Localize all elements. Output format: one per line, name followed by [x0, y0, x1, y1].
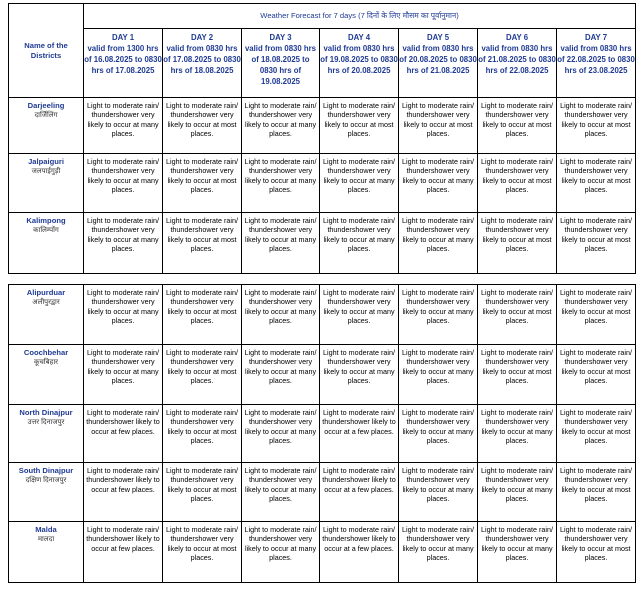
forecast-cell: Light to moderate rain/ thundershower very likely to occur at many places. [478, 463, 557, 522]
table-row [9, 98, 636, 154]
forecast-cell: Light to moderate rain/ thundershower very likely to occur at many places. [242, 345, 320, 405]
forecast-cell: Light to moderate rain/ thundershower very likely to occur at many places. [399, 522, 478, 583]
forecast-cell: Light to moderate rain/ thundershower very likely to occur at most places. [557, 345, 636, 405]
district-name: Kalimpong [26, 216, 66, 225]
forecast-cell: Light to moderate rain/ thundershower very likely to occur at many places. [242, 154, 320, 213]
day-label: DAY 4 [347, 33, 371, 42]
district-name-hindi: जलपाईगुड़ी [31, 168, 61, 175]
forecast-cell: Light to moderate rain/ thundershower very likely to occur at most places. [478, 98, 557, 154]
forecast-cell: Light to moderate rain/ thundershower likely to occur at a few places. [320, 522, 399, 583]
day-label: DAY 1 [111, 33, 135, 42]
district-name-hindi: अलीपुरद्वार [32, 299, 60, 306]
district-name: Alipurduar [26, 288, 66, 297]
table-row [9, 154, 636, 213]
forecast-cell: Light to moderate rain/ thundershower very likely to occur at many places. [320, 213, 399, 274]
day-label: DAY 6 [505, 33, 529, 42]
forecast-cell: Light to moderate rain/ thundershower very likely to occur at many places. [84, 154, 163, 213]
district-name-hindi: कालिम्पोंग [33, 227, 59, 234]
forecast-cell: Light to moderate rain/ thundershower very likely to occur at many places. [399, 405, 478, 463]
forecast-cell: Light to moderate rain/ thundershower likely to occur at few places. [84, 463, 163, 522]
district-name-hindi: उत्तर दिनाजपुर [27, 419, 65, 426]
forecast-cell: Light to moderate rain/ thundershower very likely to occur at most places. [163, 98, 242, 154]
forecast-cell: Light to moderate rain/ thundershower very likely to occur at most places. [478, 285, 557, 345]
forecast-cell: Light to moderate rain/ thundershower very likely to occur at most places. [557, 98, 636, 154]
forecast-cell: Light to moderate rain/ thundershower very likely to occur at most places. [163, 154, 242, 213]
day-label: DAY 3 [269, 33, 292, 42]
day-label: DAY 7 [584, 33, 608, 42]
day-header [242, 29, 320, 98]
districts-header: Name of the Districts [9, 4, 84, 98]
district-cell [9, 154, 84, 213]
day-validity: valid from 0830 hrs of 22.08.2025 to 0830 hrs of 23.08.2025 [557, 44, 635, 75]
forecast-cell: Light to moderate rain/ thundershower very likely to occur at most places. [557, 285, 636, 345]
forecast-cell: Light to moderate rain/ thundershower very likely to occur at most places. [399, 98, 478, 154]
forecast-cell: Light to moderate rain/ thundershower likely to occur at a few places. [320, 405, 399, 463]
forecast-cell: Light to moderate rain/ thundershower very likely to occur at most places. [557, 405, 636, 463]
district-cell [9, 213, 84, 274]
forecast-cell: Light to moderate rain/ thundershower very likely to occur at many places. [242, 463, 320, 522]
table-row [9, 405, 636, 463]
district-cell [9, 522, 84, 583]
day-header-row [9, 29, 636, 98]
forecast-cell: Light to moderate rain/ thundershower likely to occur at a few places. [320, 463, 399, 522]
forecast-table-bottom [8, 284, 636, 583]
forecast-cell: Light to moderate rain/ thundershower very likely to occur at many places. [242, 285, 320, 345]
forecast-cell: Light to moderate rain/ thundershower very likely to occur at many places. [84, 213, 163, 274]
forecast-cell: Light to moderate rain/ thundershower very likely to occur at most places. [557, 522, 636, 583]
forecast-cell: Light to moderate rain/ thundershower very likely to occur at many places. [399, 345, 478, 405]
district-cell [9, 98, 84, 154]
forecast-cell: Light to moderate rain/ thundershower very likely to occur at many places. [399, 154, 478, 213]
day-validity: valid from 0830 hrs of 21.08.2025 to 0830 hrs of 22.08.2025 [478, 44, 556, 75]
day-label: DAY 5 [426, 33, 450, 42]
forecast-table-top [8, 3, 636, 274]
table-row [9, 285, 636, 345]
forecast-cell: Light to moderate rain/ thundershower very likely to occur at many places. [242, 522, 320, 583]
table-row [9, 345, 636, 405]
forecast-cell: Light to moderate rain/ thundershower very likely to occur at many places. [84, 98, 163, 154]
district-cell [9, 345, 84, 405]
forecast-cell: Light to moderate rain/ thundershower very likely to occur at many places. [478, 405, 557, 463]
table-row [9, 463, 636, 522]
forecast-cell: Light to moderate rain/ thundershower very likely to occur at many places. [84, 345, 163, 405]
day-header [163, 29, 242, 98]
day-header [478, 29, 557, 98]
table-row [9, 213, 636, 274]
forecast-cell: Light to moderate rain/ thundershower very likely to occur at most places. [478, 213, 557, 274]
forecast-cell: Light to moderate rain/ thundershower very likely to occur at many places. [320, 345, 399, 405]
day-header [399, 29, 478, 98]
district-cell [9, 285, 84, 345]
day-validity: valid from 1300 hrs of 16.08.2025 to 0830 hrs of 17.08.2025 [84, 44, 162, 75]
forecast-cell: Light to moderate rain/ thundershower likely to occur at few places. [84, 522, 163, 583]
day-validity: valid from 0830 hrs of 20.08.2025 to 0830 hrs of 21.08.2025 [399, 44, 477, 75]
forecast-cell: Light to moderate rain/ thundershower very likely to occur at most places. [557, 154, 636, 213]
district-cell [9, 405, 84, 463]
district-name: South Dinajpur [18, 466, 74, 475]
day-header [557, 29, 636, 98]
forecast-cell: Light to moderate rain/ thundershower very likely to occur at many places. [320, 285, 399, 345]
forecast-cell: Light to moderate rain/ thundershower very likely to occur at most places. [163, 405, 242, 463]
forecast-cell: Light to moderate rain/ thundershower very likely to occur at many places. [242, 405, 320, 463]
forecast-title: Weather Forecast for 7 days (7 दिनों के लिए मौसम का पूर्वानुमान) [84, 4, 636, 29]
district-name: Malda [35, 525, 57, 534]
forecast-cell: Light to moderate rain/ thundershower very likely to occur at most places. [478, 345, 557, 405]
forecast-cell: Light to moderate rain/ thundershower very likely to occur at many places. [399, 285, 478, 345]
forecast-cell: Light to moderate rain/ thundershower very likely to occur at most places. [163, 463, 242, 522]
day-header [320, 29, 399, 98]
forecast-cell: Light to moderate rain/ thundershower very likely to occur at most places. [557, 463, 636, 522]
forecast-cell: Light to moderate rain/ thundershower very likely to occur at many places. [399, 213, 478, 274]
forecast-cell: Light to moderate rain/ thundershower very likely to occur at many places. [399, 463, 478, 522]
district-name-hindi: कूचबिहार [33, 359, 59, 366]
forecast-cell: Light to moderate rain/ thundershower very likely to occur at many places. [478, 522, 557, 583]
forecast-cell: Light to moderate rain/ thundershower very likely to occur at many places. [242, 213, 320, 274]
forecast-cell: Light to moderate rain/ thundershower very likely to occur at most places. [320, 98, 399, 154]
district-cell [9, 463, 84, 522]
district-name: Jalpaiguri [28, 157, 64, 166]
district-name: Darjeeling [27, 101, 65, 110]
district-name-hindi: दार्जिलिंग [34, 112, 58, 119]
forecast-cell: Light to moderate rain/ thundershower very likely to occur at most places. [163, 285, 242, 345]
forecast-cell: Light to moderate rain/ thundershower very likely to occur at many places. [320, 154, 399, 213]
forecast-cell: Light to moderate rain/ thundershower very likely to occur at most places. [163, 522, 242, 583]
day-validity: valid from 0830 hrs of 19.08.2025 to 0830 hrs of 20.08.2025 [320, 44, 398, 75]
forecast-cell: Light to moderate rain/ thundershower very likely to occur at many places. [242, 98, 320, 154]
district-name-hindi: दक्षिण दिनाजपुर [25, 477, 67, 484]
day-label: DAY 2 [190, 33, 214, 42]
forecast-cell: Light to moderate rain/ thundershower very likely to occur at most places. [163, 345, 242, 405]
district-name-hindi: मालदा [37, 536, 55, 543]
day-validity: valid from 0830 hrs of 18.08.2025 to 0830 hrs of 19.08.2025 [244, 44, 317, 86]
day-header [84, 29, 163, 98]
district-name: North Dinajpur [19, 408, 73, 417]
forecast-cell: Light to moderate rain/ thundershower very likely to occur at most places. [163, 213, 242, 274]
table-row [9, 522, 636, 583]
forecast-cell: Light to moderate rain/ thundershower very likely to occur at most places. [557, 213, 636, 274]
forecast-cell: Light to moderate rain/ thundershower very likely to occur at many places. [84, 285, 163, 345]
day-validity: valid from 0830 hrs of 17.08.2025 to 0830 hrs of 18.08.2025 [163, 44, 241, 75]
district-name: Coochbehar [23, 348, 69, 357]
forecast-cell: Light to moderate rain/ thundershower likely to occur at few places. [84, 405, 163, 463]
forecast-cell: Light to moderate rain/ thundershower very likely to occur at most places. [478, 154, 557, 213]
